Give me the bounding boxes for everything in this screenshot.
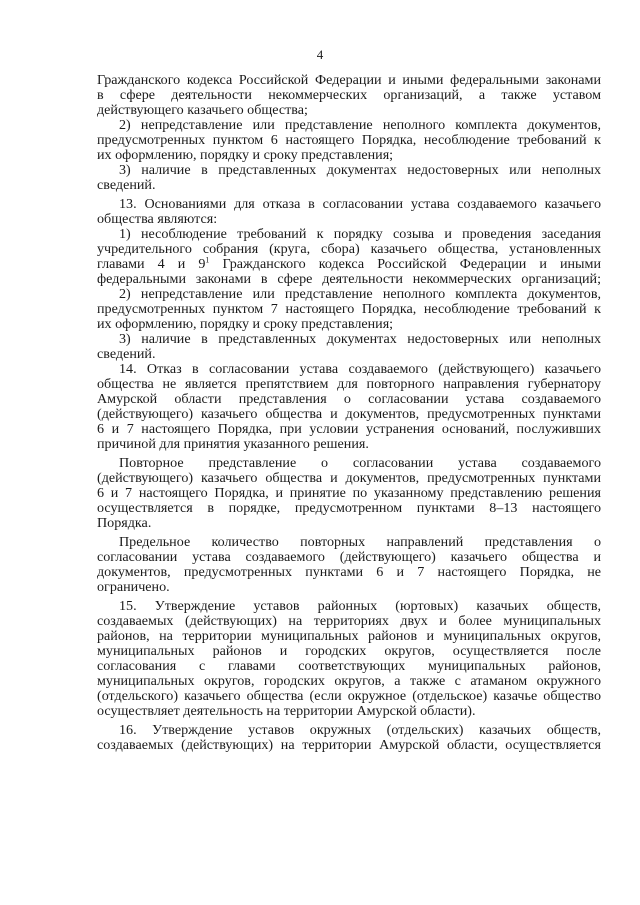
text-line: согласовании устава создаваемого (действующего) казачьего общества и — [97, 550, 601, 565]
text-line: 2) непредставление или представление неполного комплекта документов, — [119, 118, 601, 133]
text-line — [97, 257, 601, 272]
text-line: федеральными законами в сфере деятельности некоммерческих организаций; — [97, 272, 601, 287]
text-line: муниципальных районов и городских округов, осуществляется после — [97, 644, 601, 659]
text-line: (действующего) казачьего общества и документов, предусмотренных пунктами — [97, 407, 601, 422]
page-number: 4 — [316, 47, 324, 62]
text-line: 3) наличие в представленных документах недостоверных или неполных — [119, 163, 601, 178]
text-line: сведений. — [97, 346, 156, 362]
text-line: осуществляет деятельность на территории Амурской области). — [97, 703, 476, 719]
text-line-part: главами 4 и 9 — [97, 257, 206, 272]
text-line: 14. Отказ в согласовании устава создаваемого (действующего) казачьего — [119, 362, 601, 377]
text-line: 15. Утверждение уставов районных (юртовых) казачьих обществ, — [119, 599, 601, 614]
text-line: 2) непредставление или представление неполного комплекта документов, — [119, 287, 601, 302]
text-line-part: Гражданского кодекса Российской Федерации и иными — [209, 257, 601, 272]
text-line: 6 и 7 настоящего Порядка, при условии устранения оснований, послуживших — [97, 422, 601, 437]
document-body — [97, 73, 601, 753]
text-line: Амурской области представления о согласовании устава создаваемого — [97, 392, 601, 407]
text-line: действующего казачьего общества; — [97, 102, 308, 118]
text-line: (действующего) казачьего общества и документов, предусмотренных пунктами — [97, 471, 601, 486]
text-line: (отдельского) казачьего общества (если окружное (отдельское) казачье общество — [97, 689, 601, 704]
text-line: ограничено. — [97, 579, 170, 595]
text-line: осуществляется в порядке, предусмотренном пунктами 8–13 настоящего — [97, 501, 601, 516]
text-line: создаваемых (действующих) на территориях двух и более муниципальных — [97, 614, 601, 629]
text-line: Порядка. — [97, 515, 152, 531]
text-line: 3) наличие в представленных документах недостоверных или неполных — [119, 332, 601, 347]
text-line: Гражданского кодекса Российской Федерации и иными федеральными законами — [97, 73, 601, 88]
text-line: предусмотренных пунктом 6 настоящего Порядка, несоблюдение требований к — [97, 133, 601, 148]
text-line: документов, предусмотренных пунктами 6 и 7 настоящего Порядка, не — [97, 565, 601, 580]
text-line: 16. Утверждение уставов окружных (отдельских) казачьих обществ, — [119, 723, 601, 738]
text-line: в сфере деятельности некоммерческих организаций, а также уставом — [97, 88, 601, 103]
text-line: 13. Основаниями для отказа в согласовании устава создаваемого казачьего — [119, 197, 601, 212]
text-line: общества не является препятствием для повторного направления губернатору — [97, 377, 601, 392]
superscript: 1 — [205, 257, 210, 265]
text-line: 1) несоблюдение требований к порядку созыва и проведения заседания — [119, 227, 601, 242]
text-line: общества являются: — [97, 211, 218, 227]
text-line: учредительного собрания (круга, сбора) казачьего общества, установленных — [97, 242, 601, 257]
text-line: Повторное представление о согласовании устава создаваемого — [119, 456, 601, 471]
text-line: предусмотренных пунктом 7 настоящего Порядка, несоблюдение требований к — [97, 302, 601, 317]
text-line: муниципальных округов, городских округов, а также с атаманом окружного — [97, 674, 601, 689]
text-line: 6 и 7 настоящего Порядка, и принятие по указанному представлению решения — [97, 486, 601, 501]
text-line: их оформлению, порядку и сроку представления; — [97, 147, 394, 163]
text-line: сведений. — [97, 177, 156, 193]
text-line: их оформлению, порядку и сроку представления; — [97, 316, 394, 332]
text-line: согласования с главами соответствующих муниципальных районов, — [97, 659, 601, 674]
text-line: районов, на территории муниципальных районов и муниципальных округов, — [97, 629, 601, 644]
text-line: Предельное количество повторных направлений представления о — [119, 535, 601, 550]
text-line: создаваемых (действующих) на территории Амурской области, осуществляется — [97, 738, 601, 753]
text-line: причиной для принятия указанного решения. — [97, 436, 369, 452]
